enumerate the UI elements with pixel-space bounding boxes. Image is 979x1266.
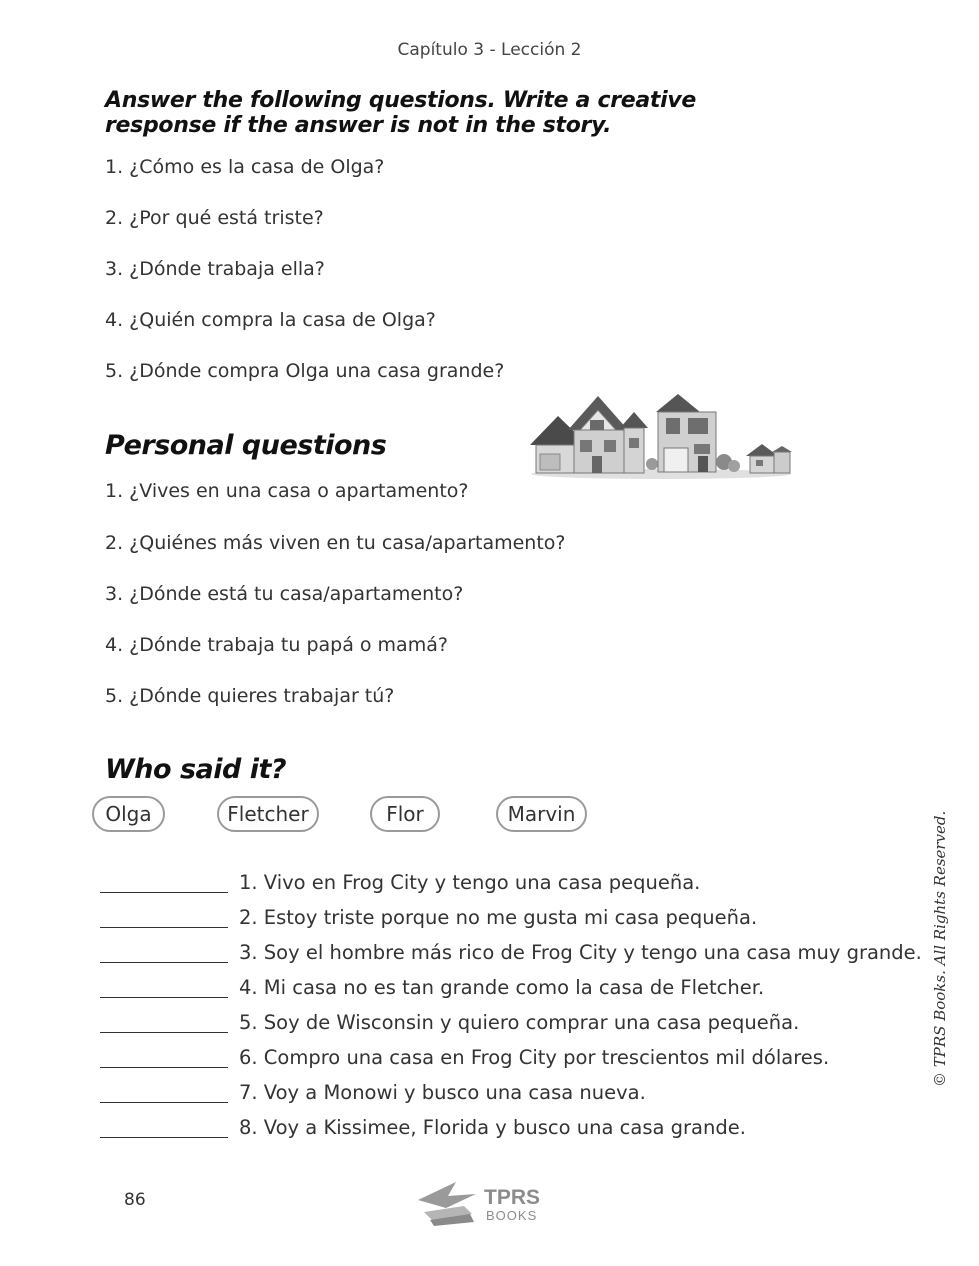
story-question-4: 4. ¿Quién compra la casa de Olga? <box>105 309 436 331</box>
answer-blank[interactable] <box>100 927 228 928</box>
statement-4: 4. Mi casa no es tan grande como la casa de Fletcher. <box>239 976 765 999</box>
chapter-header: Capítulo 3 - Lección 2 <box>397 40 582 60</box>
small-house-icon <box>746 444 792 473</box>
answer-blank[interactable] <box>100 892 228 893</box>
instructions-line-2: response if the answer is not in the story. <box>105 113 612 138</box>
large-house-icon <box>530 396 658 473</box>
answer-blank[interactable] <box>100 997 228 998</box>
answer-blank[interactable] <box>100 1067 228 1068</box>
match-row <box>100 1118 920 1146</box>
statement-2: 2. Estoy triste porque no me gusta mi casa pequeña. <box>239 906 758 929</box>
personal-questions-title: Personal questions <box>105 430 387 461</box>
personal-question-4: 4. ¿Dónde trabaja tu papá o mamá? <box>105 634 448 656</box>
match-row <box>100 1013 920 1041</box>
instructions-line-1: Answer the following questions. Write a creative <box>105 88 697 113</box>
tprs-books-logo <box>416 1178 566 1228</box>
personal-question-3: 3. ¿Dónde está tu casa/apartamento? <box>105 583 464 605</box>
answer-blank[interactable] <box>100 962 228 963</box>
match-row <box>100 1083 920 1111</box>
personal-question-2: 2. ¿Quiénes más viven en tu casa/apartamento? <box>105 532 566 554</box>
match-row <box>100 978 920 1006</box>
personal-question-5: 5. ¿Dónde quieres trabajar tú? <box>105 685 395 707</box>
story-question-5: 5. ¿Dónde compra Olga una casa grande? <box>105 360 505 382</box>
match-row <box>100 908 920 936</box>
answer-blank[interactable] <box>100 1137 228 1138</box>
name-option-flor: Flor <box>370 796 440 832</box>
name-option-fletcher: Fletcher <box>217 796 319 832</box>
logo-title: TPRS <box>484 1186 541 1209</box>
name-option-marvin: Marvin <box>496 796 587 832</box>
statement-7: 7. Voy a Monowi y busco una casa nueva. <box>239 1081 646 1104</box>
houses-illustration <box>528 390 794 480</box>
page-number: 86 <box>124 1190 146 1210</box>
match-row <box>100 1048 920 1076</box>
personal-question-1: 1. ¿Vives en una casa o apartamento? <box>105 480 469 502</box>
statement-1: 1. Vivo en Frog City y tengo una casa pequeña. <box>239 871 701 894</box>
who-said-it-title: Who said it? <box>105 754 287 785</box>
logo-subtitle: BOOKS <box>486 1208 538 1223</box>
match-row <box>100 873 920 901</box>
middle-house-icon <box>656 394 740 472</box>
story-question-2: 2. ¿Por qué está triste? <box>105 207 324 229</box>
match-row <box>100 943 920 971</box>
book-stack-icon <box>418 1182 476 1226</box>
name-option-olga: Olga <box>92 796 165 832</box>
instructions-heading <box>105 88 745 138</box>
statement-5: 5. Soy de Wisconsin y quiero comprar una casa pequeña. <box>239 1011 800 1034</box>
statement-8: 8. Voy a Kissimee, Florida y busco una casa grande. <box>239 1116 746 1139</box>
statement-3: 3. Soy el hombre más rico de Frog City y tengo una casa muy grande. <box>239 941 922 964</box>
story-question-1: 1. ¿Cómo es la casa de Olga? <box>105 156 385 178</box>
answer-blank[interactable] <box>100 1102 228 1103</box>
copyright-notice: © TPRS Books. All Rights Reserved. <box>931 810 949 1087</box>
story-question-3: 3. ¿Dónde trabaja ella? <box>105 258 325 280</box>
answer-blank[interactable] <box>100 1032 228 1033</box>
statement-6: 6. Compro una casa en Frog City por trescientos mil dólares. <box>239 1046 830 1069</box>
